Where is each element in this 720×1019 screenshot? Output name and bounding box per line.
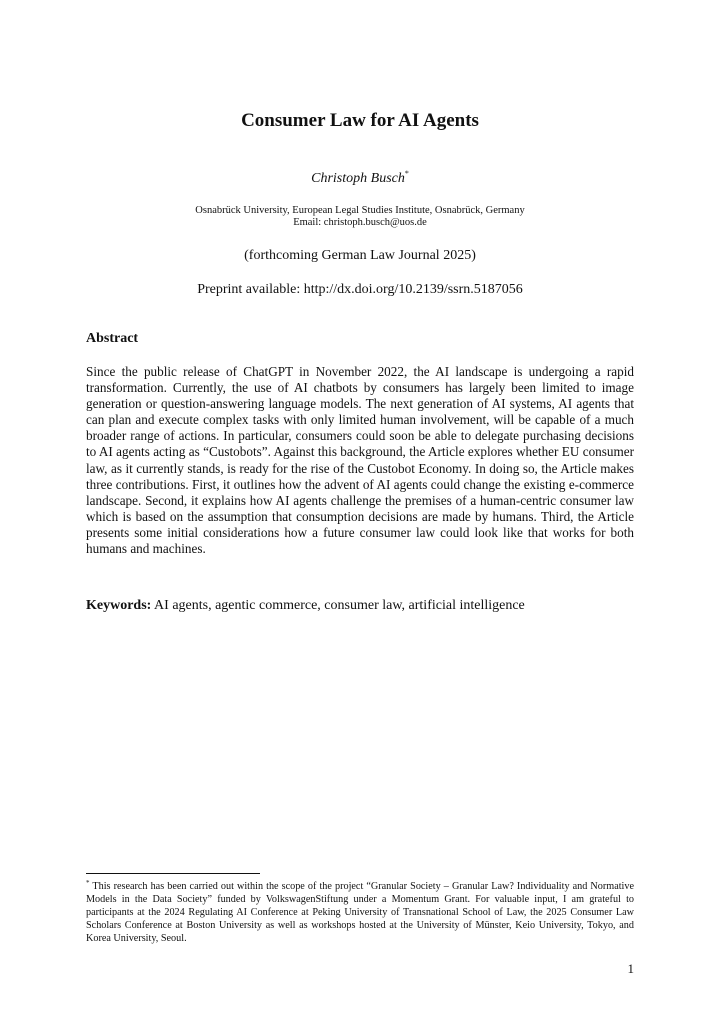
affiliation-block xyxy=(0,205,720,229)
abstract-body: Since the public release of ChatGPT in November 2022, the AI landscape is undergoing a rapid transformation. Currently, the use of AI chatbots by consumers has largely been limited to image generation or question-answering language models. The next generation of AI systems, AI agents that can plan and execute complex tasks with only limited human involvement, will be capable of a much broader range of actions. In particular, consumers could soon be able to delegate purchasing decisions to AI agents acting as “Custobots”. Against this background, the Article explores whether EU consumer law, as it currently stands, is ready for the rise of the Custobot Economy. In doing so, the Article makes three contributions. First, it outlines how the advent of AI agents could change the existing e-commerce landscape. Second, it explains how AI agents challenge the premises of a human-centric consumer law which is based on the assumption that consumption decisions are made by humans. Third, the Article presents some initial considerations how a future consumer law could look like that works for both humans and machines. xyxy=(86,364,634,557)
keywords-text: AI agents, agentic commerce, consumer law, artificial intelligence xyxy=(151,598,525,613)
author-email: Email: christoph.busch@uos.de xyxy=(293,217,427,228)
abstract-heading: Abstract xyxy=(86,331,139,346)
affiliation-text: Osnabrück University, European Legal Studies Institute, Osnabrück, Germany xyxy=(195,205,525,216)
author-line xyxy=(0,171,720,187)
page-number: 1 xyxy=(627,961,634,976)
footnote xyxy=(86,880,634,945)
author-name: Christoph Busch xyxy=(311,171,405,186)
publication-note: (forthcoming German Law Journal 2025) xyxy=(244,248,476,263)
preprint-link: Preprint available: http://dx.doi.org/10.2139/ssrn.5187056 xyxy=(197,282,523,297)
paper-title: Consumer Law for AI Agents xyxy=(241,110,479,131)
footnote-mark: * xyxy=(86,879,90,887)
footnote-divider xyxy=(86,873,260,874)
keywords-label: Keywords: xyxy=(86,598,152,613)
footnote-text: This research has been carried out within the scope of the project “Granular Society – Granular Law? Individuality and Normative Models in the Data Society” funded by VolkswagenStiftung under a Momentum Grant. For valuable input, I am grateful to participants at the 2024 Regulating AI Conference at Peking University of Transnational School of Law, the 2025 Consumer Law Scholars Conference at Boston University as well as workshops hosted at the University of Münster, Keio University, Tokyo, and Korea University, Seoul. xyxy=(86,881,634,944)
keywords-line xyxy=(86,598,634,614)
author-footnote-mark: * xyxy=(404,169,409,178)
